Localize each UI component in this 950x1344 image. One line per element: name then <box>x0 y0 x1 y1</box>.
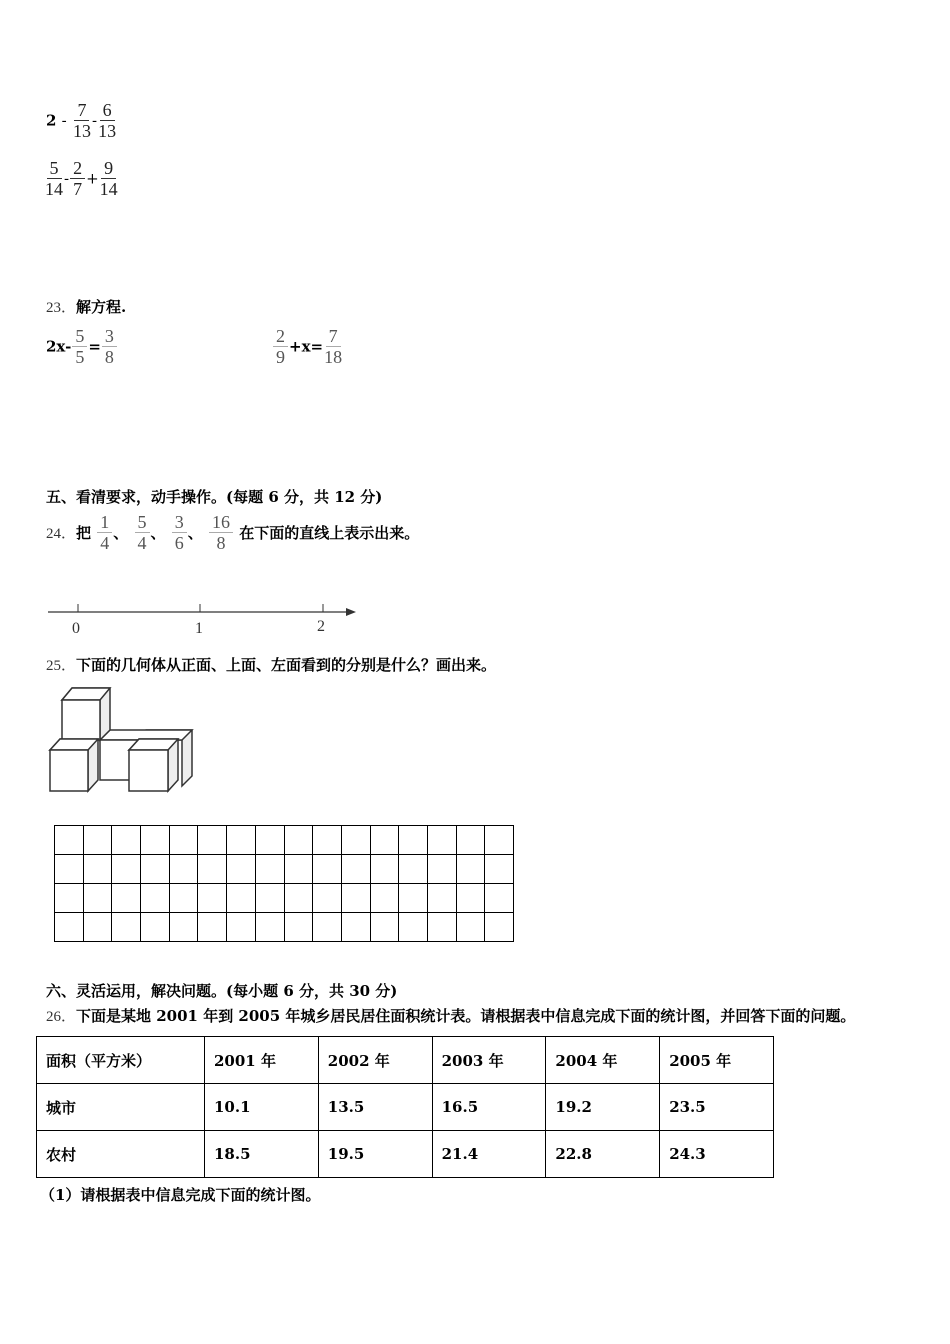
section-5-title: 五、看清要求，动手操作。(每题 6 分，共 12 分) <box>46 488 383 506</box>
header-cell: 2002 年 <box>318 1037 432 1084</box>
table-row <box>37 1084 774 1131</box>
grid-cell[interactable] <box>427 826 456 855</box>
grid-cell[interactable] <box>255 884 284 913</box>
grid-cell[interactable] <box>399 884 428 913</box>
denominator: 6 <box>174 533 184 553</box>
grid-cell[interactable] <box>141 826 170 855</box>
grid-cell[interactable] <box>83 884 112 913</box>
question-text: 在下面的直线上表示出来。 <box>239 524 420 542</box>
grid-cell[interactable] <box>83 826 112 855</box>
separator: 、 <box>150 524 166 542</box>
question-number: 26． <box>46 1009 77 1025</box>
grid-cell[interactable] <box>169 826 198 855</box>
grid-cell[interactable] <box>112 826 141 855</box>
table-cell: 24.3 <box>660 1131 774 1178</box>
grid-row <box>55 913 514 942</box>
numerator: 5 <box>135 512 150 533</box>
denominator: 7 <box>73 179 83 199</box>
denominator: 13 <box>72 121 91 141</box>
grid-cell[interactable] <box>112 884 141 913</box>
fraction <box>97 512 112 553</box>
expression-2 <box>44 158 119 199</box>
fraction <box>209 512 233 553</box>
denominator: 9 <box>276 347 285 367</box>
fraction <box>102 326 117 367</box>
table-cell: 16.5 <box>432 1084 546 1131</box>
fraction <box>273 326 288 367</box>
question-24 <box>46 512 419 553</box>
grid-cell[interactable] <box>227 884 256 913</box>
fraction <box>100 158 118 199</box>
numerator: 16 <box>209 512 233 533</box>
grid-cell[interactable] <box>169 884 198 913</box>
grid-cell[interactable] <box>55 855 84 884</box>
fraction <box>73 100 91 141</box>
grid-cell[interactable] <box>255 855 284 884</box>
grid-cell[interactable] <box>427 884 456 913</box>
grid-cell[interactable] <box>227 826 256 855</box>
table-cell: 19.5 <box>318 1131 432 1178</box>
numerator: 7 <box>74 100 89 121</box>
fraction <box>45 158 63 199</box>
grid-cell[interactable] <box>427 913 456 942</box>
grid-cell[interactable] <box>112 855 141 884</box>
question-text: 下面的几何体从正面、上面、左面看到的分别是什么？画出来。 <box>76 656 497 674</box>
numerator: 1 <box>97 512 112 533</box>
tick-label: 0 <box>72 620 80 637</box>
grid-cell[interactable] <box>55 826 84 855</box>
grid-cell[interactable] <box>169 855 198 884</box>
header-cell: 面积（平方米） <box>37 1037 205 1084</box>
denominator: 13 <box>98 121 117 141</box>
table-cell: 10.1 <box>205 1084 319 1131</box>
fraction <box>70 158 85 199</box>
grid-cell[interactable] <box>284 913 313 942</box>
grid-cell[interactable] <box>227 913 256 942</box>
table-cell: 18.5 <box>205 1131 319 1178</box>
numerator: 2 <box>70 158 85 179</box>
grid-cell[interactable] <box>284 826 313 855</box>
header-cell: 2004 年 <box>546 1037 660 1084</box>
denominator: 8 <box>104 347 114 367</box>
table-cell: 22.8 <box>546 1131 660 1178</box>
grid-cell[interactable] <box>427 855 456 884</box>
grid-cell[interactable] <box>370 826 399 855</box>
header-cell: 2005 年 <box>660 1037 774 1084</box>
grid-cell[interactable] <box>284 855 313 884</box>
fraction <box>172 512 187 553</box>
number-line <box>40 595 370 640</box>
grid-cell[interactable] <box>169 913 198 942</box>
numerator: 2 <box>273 326 288 347</box>
grid-cell[interactable] <box>255 913 284 942</box>
grid-cell[interactable] <box>485 855 514 884</box>
separator: 、 <box>187 524 203 542</box>
grid-row <box>55 826 514 855</box>
grid-cell[interactable] <box>370 913 399 942</box>
grid-cell[interactable] <box>227 855 256 884</box>
question-number: 25． <box>46 658 77 674</box>
grid-cell[interactable] <box>341 826 370 855</box>
tick-label: 1 <box>195 620 203 637</box>
grid-cell[interactable] <box>341 913 370 942</box>
denominator: 4 <box>137 533 147 553</box>
fraction <box>98 100 116 141</box>
grid-row <box>55 884 514 913</box>
question-25 <box>46 654 496 675</box>
grid-cell[interactable] <box>198 884 227 913</box>
grid-cell[interactable] <box>341 884 370 913</box>
fraction <box>324 326 342 367</box>
drawing-grid[interactable] <box>54 825 514 942</box>
numerator: 6 <box>100 100 115 121</box>
cube-figure <box>46 684 196 796</box>
operator: - <box>64 169 70 188</box>
equation-2 <box>272 326 343 367</box>
grid-cell[interactable] <box>399 913 428 942</box>
row-label: 农村 <box>37 1131 205 1178</box>
tick-label: 2 <box>317 618 325 635</box>
grid-cell[interactable] <box>485 913 514 942</box>
grid-cell[interactable] <box>83 913 112 942</box>
equals-sign: = <box>88 337 101 356</box>
grid-cell[interactable] <box>83 855 112 884</box>
header-cell: 2003 年 <box>432 1037 546 1084</box>
grid-cell[interactable] <box>255 826 284 855</box>
grid-cell[interactable] <box>313 913 342 942</box>
operator: - <box>61 111 67 130</box>
table-cell: 23.5 <box>660 1084 774 1131</box>
grid-cell[interactable] <box>141 855 170 884</box>
denominator: 14 <box>45 179 63 199</box>
grid-row <box>55 855 514 884</box>
numerator: 9 <box>101 158 116 179</box>
operator: + <box>86 169 99 188</box>
grid-cell[interactable] <box>198 913 227 942</box>
sub-question-1: （1）请根据表中信息完成下面的统计图。 <box>40 1186 321 1204</box>
table-cell: 19.2 <box>546 1084 660 1131</box>
row-label: 城市 <box>37 1084 205 1131</box>
table-header-row <box>37 1037 774 1084</box>
table-cell: 13.5 <box>318 1084 432 1131</box>
grid-cell[interactable] <box>485 884 514 913</box>
housing-area-table <box>36 1036 774 1178</box>
table-cell: 21.4 <box>432 1131 546 1178</box>
denominator: 14 <box>99 179 118 199</box>
whole-number: 2 <box>46 111 57 130</box>
grid-cell[interactable] <box>456 855 485 884</box>
grid-cell[interactable] <box>399 855 428 884</box>
question-26 <box>46 1005 855 1026</box>
grid-cell[interactable] <box>313 884 342 913</box>
grid-cell[interactable] <box>141 884 170 913</box>
numerator: 7 <box>326 326 341 347</box>
grid-cell[interactable] <box>313 826 342 855</box>
question-number: 24． <box>46 526 77 542</box>
fraction <box>72 326 87 367</box>
numerator: 5 <box>47 158 62 179</box>
grid-cell[interactable] <box>112 913 141 942</box>
numerator: 3 <box>102 326 117 347</box>
grid-cell[interactable] <box>456 826 485 855</box>
fraction <box>135 512 150 553</box>
equation-text: +x= <box>289 337 324 356</box>
equation-1 <box>46 326 118 367</box>
denominator: 5 <box>75 347 85 367</box>
operator: - <box>91 111 98 130</box>
axis-arrow <box>346 608 356 616</box>
question-text: 下面是某地 2001 年到 2005 年城乡居民居住面积统计表。请根据表中信息完成下面的统计图，并回答下面的问题。 <box>76 1007 856 1025</box>
header-cell: 2001 年 <box>205 1037 319 1084</box>
numerator: 3 <box>172 512 187 533</box>
denominator: 18 <box>324 347 343 367</box>
grid-cell[interactable] <box>370 855 399 884</box>
equation-text: 2x- <box>46 337 72 356</box>
grid-cell[interactable] <box>284 884 313 913</box>
expression-1 <box>46 100 117 141</box>
grid-cell[interactable] <box>141 913 170 942</box>
section-6-title: 六、灵活运用，解决问题。(每小题 6 分，共 30 分) <box>46 982 398 1000</box>
grid-cell[interactable] <box>198 855 227 884</box>
grid-cell[interactable] <box>370 884 399 913</box>
table-row <box>37 1131 774 1178</box>
grid-cell[interactable] <box>55 884 84 913</box>
question-number: 23． <box>46 300 77 316</box>
question-text: 把 <box>76 524 92 542</box>
denominator: 8 <box>216 533 226 553</box>
grid-cell[interactable] <box>55 913 84 942</box>
question-text: 解方程. <box>76 298 127 316</box>
denominator: 4 <box>100 533 110 553</box>
question-23 <box>46 296 126 317</box>
grid-cell[interactable] <box>456 913 485 942</box>
grid-cell[interactable] <box>485 826 514 855</box>
grid-cell[interactable] <box>341 855 370 884</box>
separator: 、 <box>113 524 129 542</box>
grid-cell[interactable] <box>399 826 428 855</box>
grid-cell[interactable] <box>456 884 485 913</box>
numerator: 5 <box>72 326 87 347</box>
grid-cell[interactable] <box>198 826 227 855</box>
grid-cell[interactable] <box>313 855 342 884</box>
